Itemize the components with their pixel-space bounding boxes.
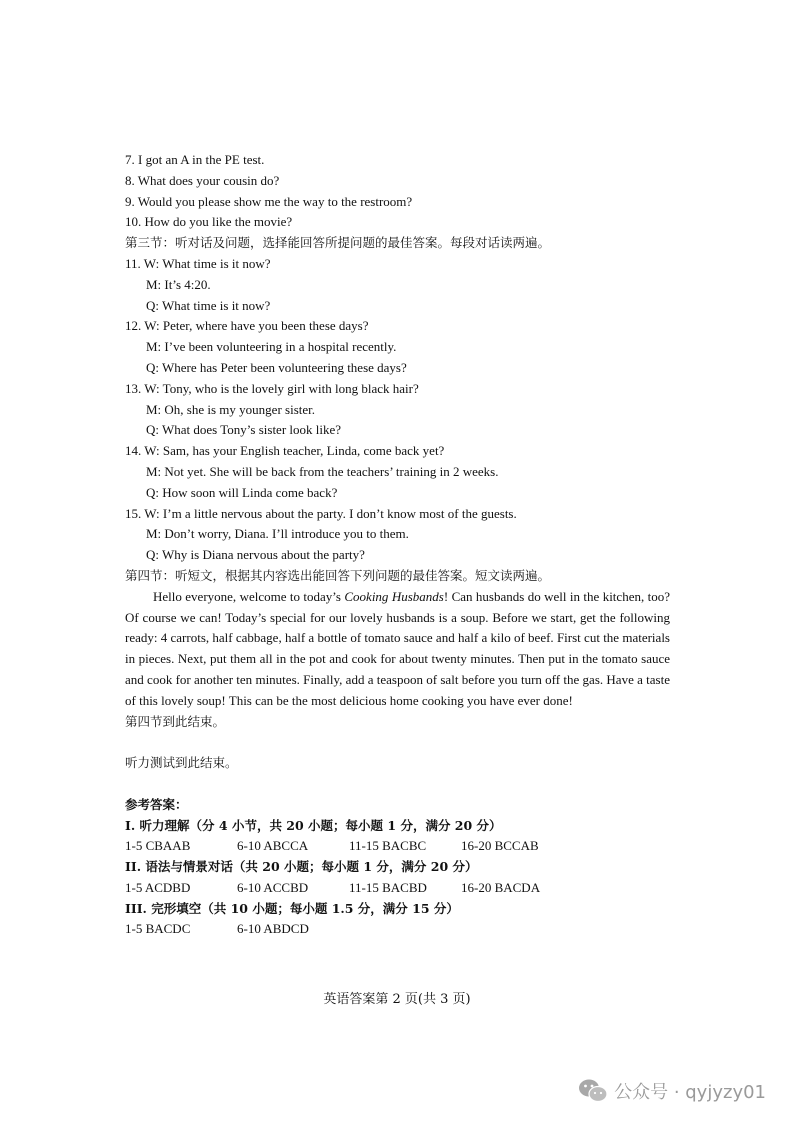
dialogue-w: 14. W: Sam, has your English teacher, Linda, come back yet? <box>125 443 445 459</box>
section3-title: 第三节：听对话及问题，选择能回答所提问题的最佳答案。每段对话读两遍。 <box>125 235 551 251</box>
part3-answers <box>125 919 670 940</box>
item-10: 10. How do you like the movie? <box>125 214 293 230</box>
answer-group: 1-5 CBAAB <box>125 838 191 854</box>
answer-group: 16-20 BACDA <box>461 879 541 895</box>
dialogue-m: M: Not yet. She will be back from the teachers’ training in 2 weeks. <box>146 463 499 479</box>
section4-title: 第四节：听短文，根据其内容选出能回答下列问题的最佳答案。短文读两遍。 <box>125 567 551 583</box>
passage-after: ! Can husbands do well in the kitchen, too? Of course we can! Today’s special for our lovely husbands is a soup. Before we start, get the following ready: 4 carrots, half cabbage, half a bottle of tomato sauce and half a kilo of beef. First cut the materials in pieces. Next, put them all in the pot and cook for about twenty minutes. Then put in the tomato sauce and cook for another ten minutes. Finally, add a teaspoon of salt before you turn off the gas. Have a taste of this lovely soup! This can be the most delicious home cooking you have ever done! <box>125 588 670 708</box>
item-8: 8. What does your cousin do? <box>125 172 280 188</box>
dialogue-q: Q: Where has Peter been volunteering these days? <box>146 359 407 375</box>
dialogue-q: Q: Why is Diana nervous about the party? <box>146 547 365 563</box>
passage-before: Hello everyone, welcome to today’s <box>153 588 345 604</box>
test-end: 听力测试到此结束。 <box>125 755 238 771</box>
part3-title: III. 完形填空（共 10 小题；每小题 1.5 分，满分 15 分） <box>125 900 459 916</box>
page-footer: 英语答案第 2 页(共 3 页) <box>323 992 471 1007</box>
dialogue-14 <box>125 441 670 503</box>
dialogue-w: 13. W: Tony, who is the lovely girl with long black hair? <box>125 380 419 396</box>
part1-answers <box>125 836 670 857</box>
answer-group: 6-10 ACCBD <box>237 879 309 895</box>
dialogue-m: M: I’ve been volunteering in a hospital recently. <box>146 339 397 355</box>
dialogue-w: 15. W: I’m a little nervous about the party. I don’t know most of the guests. <box>125 505 517 521</box>
answer-group: 16-20 BCCAB <box>461 838 539 854</box>
dialogue-w: 11. W: What time is it now? <box>125 255 271 271</box>
answer-group: 1-5 ACDBD <box>125 879 191 895</box>
wechat-icon <box>578 1078 608 1104</box>
dialogue-13 <box>125 379 670 441</box>
answer-group: 1-5 BACDC <box>125 921 191 937</box>
dialogue-q: Q: How soon will Linda come back? <box>146 484 338 500</box>
section4-end: 第四节到此结束。 <box>125 713 226 729</box>
watermark <box>578 1078 766 1104</box>
answers-title: 参考答案： <box>125 796 188 812</box>
item-7: 7. I got an A in the PE test. <box>125 152 265 167</box>
item-9: 9. Would you please show me the way to the restroom? <box>125 193 413 209</box>
dialogue-15 <box>125 504 670 566</box>
dialogue-q: Q: What does Tony’s sister look like? <box>146 422 342 438</box>
dialogue-m: M: Oh, she is my younger sister. <box>146 401 315 417</box>
answer-group: 6-10 ABCCA <box>237 838 309 854</box>
dialogue-m: M: Don’t worry, Diana. I’ll introduce you to them. <box>146 526 409 542</box>
dialogue-12 <box>125 316 670 378</box>
part1-title: I. 听力理解（分 4 小节，共 20 小题；每小题 1 分，满分 20 分） <box>125 817 502 833</box>
answer-group: 11-15 BACBC <box>349 838 427 854</box>
passage-title-italic: Cooking Husbands <box>344 588 444 604</box>
watermark-text: 公众号 · qyjyzy01 <box>614 1082 766 1103</box>
answer-group: 6-10 ABDCD <box>237 921 309 937</box>
answer-group: 11-15 BACBD <box>349 879 427 895</box>
document-body <box>125 150 670 940</box>
dialogue-q: Q: What time is it now? <box>146 297 271 313</box>
part2-answers <box>125 878 670 899</box>
dialogue-m: M: It’s 4:20. <box>146 276 211 292</box>
passage <box>125 587 670 712</box>
dialogue-w: 12. W: Peter, where have you been these days? <box>125 318 369 334</box>
part2-title: II. 语法与情景对话（共 20 小题；每小题 1 分，满分 20 分） <box>125 859 478 875</box>
dialogue-11 <box>125 254 670 316</box>
